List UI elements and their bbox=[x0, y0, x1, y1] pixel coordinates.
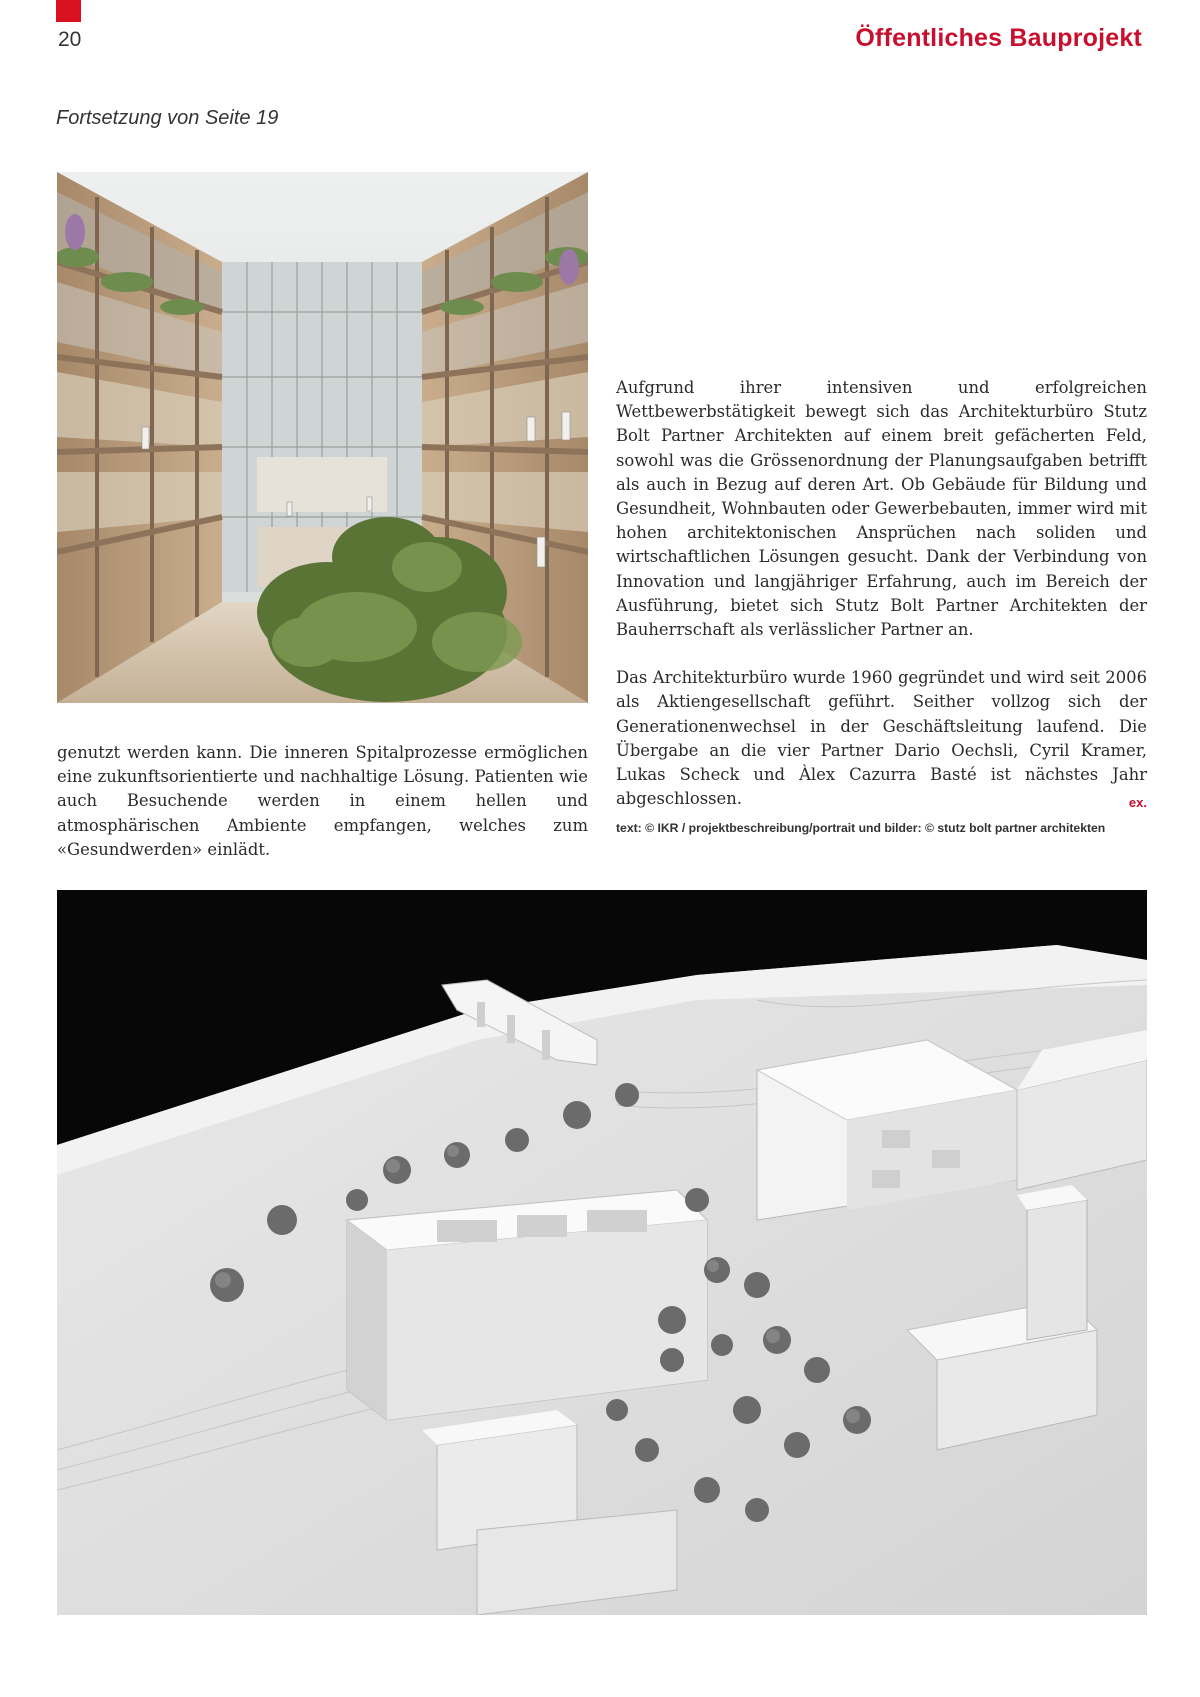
image-credit: text: © IKR / projektbeschreibung/portrait und bilder: © stutz bolt partner architekten bbox=[616, 821, 1106, 835]
atrium-rendering-image bbox=[57, 172, 588, 703]
right-column-text bbox=[616, 376, 1147, 815]
red-corner-tab bbox=[56, 0, 81, 22]
section-title: Öffentliches Bauprojekt bbox=[855, 24, 1142, 52]
left-column-text bbox=[57, 741, 588, 862]
right-paragraph-2-text: Das Architekturbüro wurde 1960 gegründet und wird seit 2006 als Aktiengesellschaft geführt. Seither vollzog sich der Generationenwechsel in der Geschäftsleitung laufend. Die Übergabe an die vier Partner Dario Oechsli, Cyril Kramer, Lukas Scheck und Àlex Cazurra Basté ist nächstes Jahr abgeschlossen. bbox=[616, 668, 1147, 809]
left-paragraph: genutzt werden kann. Die inneren Spitalprozesse ermöglichen eine zukunftsorientierte und nachhaltige Lösung. Patienten wie auch Besuchende werden in einem hellen und atmosphärischen Ambiente empfangen, welches zum «Gesundwerden» einlädt. bbox=[57, 743, 588, 859]
page-number: 20 bbox=[58, 28, 82, 51]
author-tag: ex. bbox=[1128, 795, 1147, 811]
right-paragraph-2 bbox=[616, 666, 1147, 811]
right-paragraph-1: Aufgrund ihrer intensiven und erfolgreichen Wettbewerbstätigkeit bewegt sich das Architekturbüro Stutz Bolt Partner Architekten auf einem breit gefächerten Feld, sowohl was die Grössenordnung der Planungsaufgaben betrifft als auch in Bezug auf deren Art. Ob Gebäude für Bildung und Gesundheit, Wohnbauten oder Gewerbebauten, immer wird mit hohen architektonischen Ansprüchen nach soliden und wirtschaftlichen Lösungen gesucht. Dank der Verbindung von Innovation und langjähriger Erfahrung, auch im Bereich der Ausführung, bietet sich Stutz Bolt Partner Architekten der Bauherrschaft als verlässlicher Partner an. bbox=[616, 378, 1147, 640]
continuation-note: Fortsetzung von Seite 19 bbox=[56, 107, 279, 129]
architecture-model-image bbox=[57, 890, 1147, 1615]
